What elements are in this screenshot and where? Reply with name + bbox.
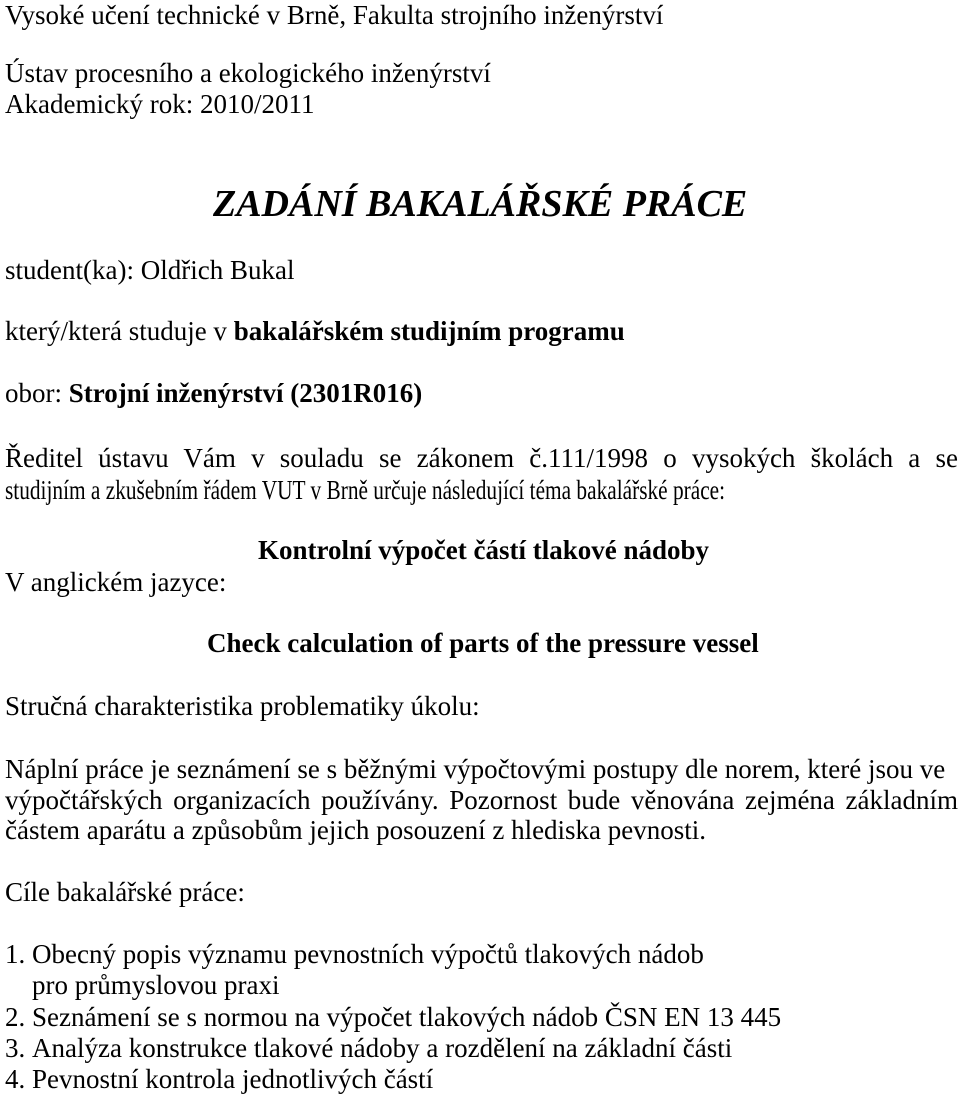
goal-item-2: [5, 1002, 781, 1032]
goal-item-1-continuation: pro průmyslovou praxi: [32, 970, 280, 1000]
goal-number: 3.: [5, 1033, 26, 1063]
characteristics-line-3: částem aparátu a způsobům jejich posouzení z hlediska pevnosti.: [5, 815, 707, 845]
goal-number: 4.: [5, 1064, 26, 1094]
department-line: Ústav procesního a ekologického inženýrství: [5, 58, 491, 88]
student-name: Oldřich Bukal: [140, 255, 295, 285]
goal-text: Seznámení se s normou na výpočet tlakových nádob ČSN EN 13 445: [32, 1002, 782, 1032]
topic-english: Check calculation of parts of the pressure vessel: [207, 628, 759, 658]
goal-number: 2.: [5, 1002, 26, 1032]
topic-english-label: V anglickém jazyce:: [5, 567, 227, 597]
goals-heading: Cíle bakalářské práce:: [5, 877, 245, 907]
characteristics-heading: Stručná charakteristika problematiky úkolu:: [5, 691, 480, 721]
directive-line-1: Ředitel ústavu Vám v souladu se zákonem č.111/1998 o vysokých školách a se: [5, 443, 958, 473]
topic-czech: Kontrolní výpočet částí tlakové nádoby: [258, 535, 710, 565]
directive-line-2: [5, 475, 916, 505]
goal-number: 1.: [5, 939, 26, 969]
study-program-prefix: který/která studuje v: [5, 316, 227, 346]
goal-item-3: [5, 1033, 732, 1063]
goal-text: Obecný popis významu pevnostních výpočtů tlakových nádob: [32, 939, 704, 969]
goal-item-1: [5, 939, 704, 969]
institution-line: Vysoké učení technické v Brně, Fakulta strojního inženýrství: [5, 0, 664, 30]
study-program-name: bakalářském studijním programu: [233, 316, 625, 346]
student-line: [5, 255, 294, 285]
student-label: student(ka):: [5, 255, 134, 285]
characteristics-line-2: výpočtářských organizacích používány. Pozornost bude věnována zejména základním: [5, 785, 958, 815]
academic-year-line: Akademický rok: 2010/2011: [5, 89, 315, 119]
directive-line-2-text: studijním a zkušebním řádem VUT v Brně určuje následující téma bakalářské práce:: [5, 475, 726, 505]
goal-item-4: [5, 1064, 433, 1094]
field-label: obor:: [5, 378, 62, 408]
goal-text: Analýza konstrukce tlakové nádoby a rozdělení na základní části: [32, 1033, 733, 1063]
goal-text: Pevnostní kontrola jednotlivých částí: [32, 1064, 434, 1094]
field-line: [5, 378, 422, 408]
field-value: Strojní inženýrství (2301R016): [68, 378, 423, 408]
study-program-line: [5, 316, 625, 346]
characteristics-line-1: Náplní práce je seznámení se s běžnými výpočtovými postupy dle norem, které jsou ve: [5, 754, 946, 784]
document-title: ZADÁNÍ BAKALÁŘSKÉ PRÁCE: [213, 183, 748, 225]
